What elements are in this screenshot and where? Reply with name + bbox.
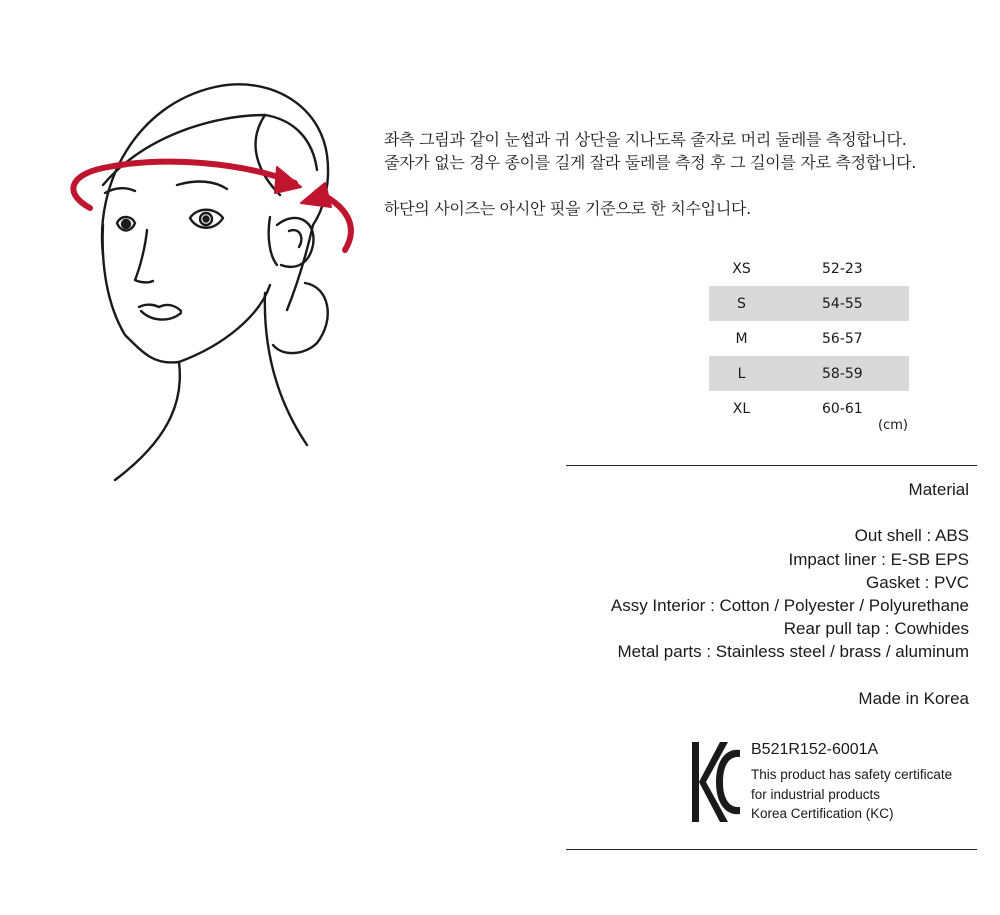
size-row-m [709, 321, 909, 356]
material-out-shell: Out shell : ABS [854, 526, 969, 546]
size-unit: (cm) [878, 418, 908, 433]
size-range: 56-57 [822, 330, 863, 347]
size-range: 52-23 [822, 260, 863, 277]
kc-line-2: for industrial products [751, 786, 881, 802]
size-label: XS [732, 260, 751, 277]
divider-top [566, 465, 977, 466]
kc-line-1: This product has safety certificate [751, 767, 953, 782]
size-label: M [735, 330, 748, 347]
size-label: L [737, 365, 746, 382]
instruction-line-2: 줄자가 없는 경우 종이를 길게 잘라 둘레를 측정 후 그 길이를 자로 측정합니다. [384, 153, 917, 172]
kc-certification-text [751, 741, 952, 824]
size-row-xs [709, 251, 909, 286]
kc-line-3: Korea Certification (KC) [751, 806, 894, 821]
size-range: 60-61 [822, 400, 863, 417]
material-heading: Material [908, 480, 969, 499]
kc-code: B521R152-6001A [751, 741, 879, 758]
instruction-line-1: 좌측 그림과 같이 눈썹과 귀 상단을 지나도록 줄자로 머리 둘레를 측정합니다. [384, 130, 907, 149]
size-row-s [709, 286, 909, 321]
material-metal-parts: Metal parts : Stainless steel / brass / aluminum [617, 642, 969, 662]
size-chart [709, 251, 909, 426]
material-rear-pull-tap: Rear pull tap : Cowhides [783, 619, 969, 639]
country-of-origin: Made in Korea [858, 688, 969, 708]
kc-mark-icon [690, 740, 742, 824]
measurement-instructions [384, 128, 994, 220]
divider-bottom [566, 849, 977, 850]
material-assy-interior: Assy Interior : Cotton / Polyester / Polyurethane [610, 596, 969, 615]
size-row-l [709, 356, 909, 391]
size-label: XL [732, 400, 751, 417]
head-measurement-illustration [55, 75, 375, 485]
material-gasket: Gasket : PVC [866, 572, 969, 592]
instruction-line-3: 하단의 사이즈는 아시안 핏을 기준으로 한 치수입니다. [384, 199, 751, 218]
material-section [611, 478, 969, 710]
size-range: 54-55 [822, 295, 863, 312]
material-impact-liner: Impact liner : E-SB EPS [788, 549, 969, 569]
size-label: S [737, 295, 746, 312]
size-range: 58-59 [822, 365, 863, 382]
